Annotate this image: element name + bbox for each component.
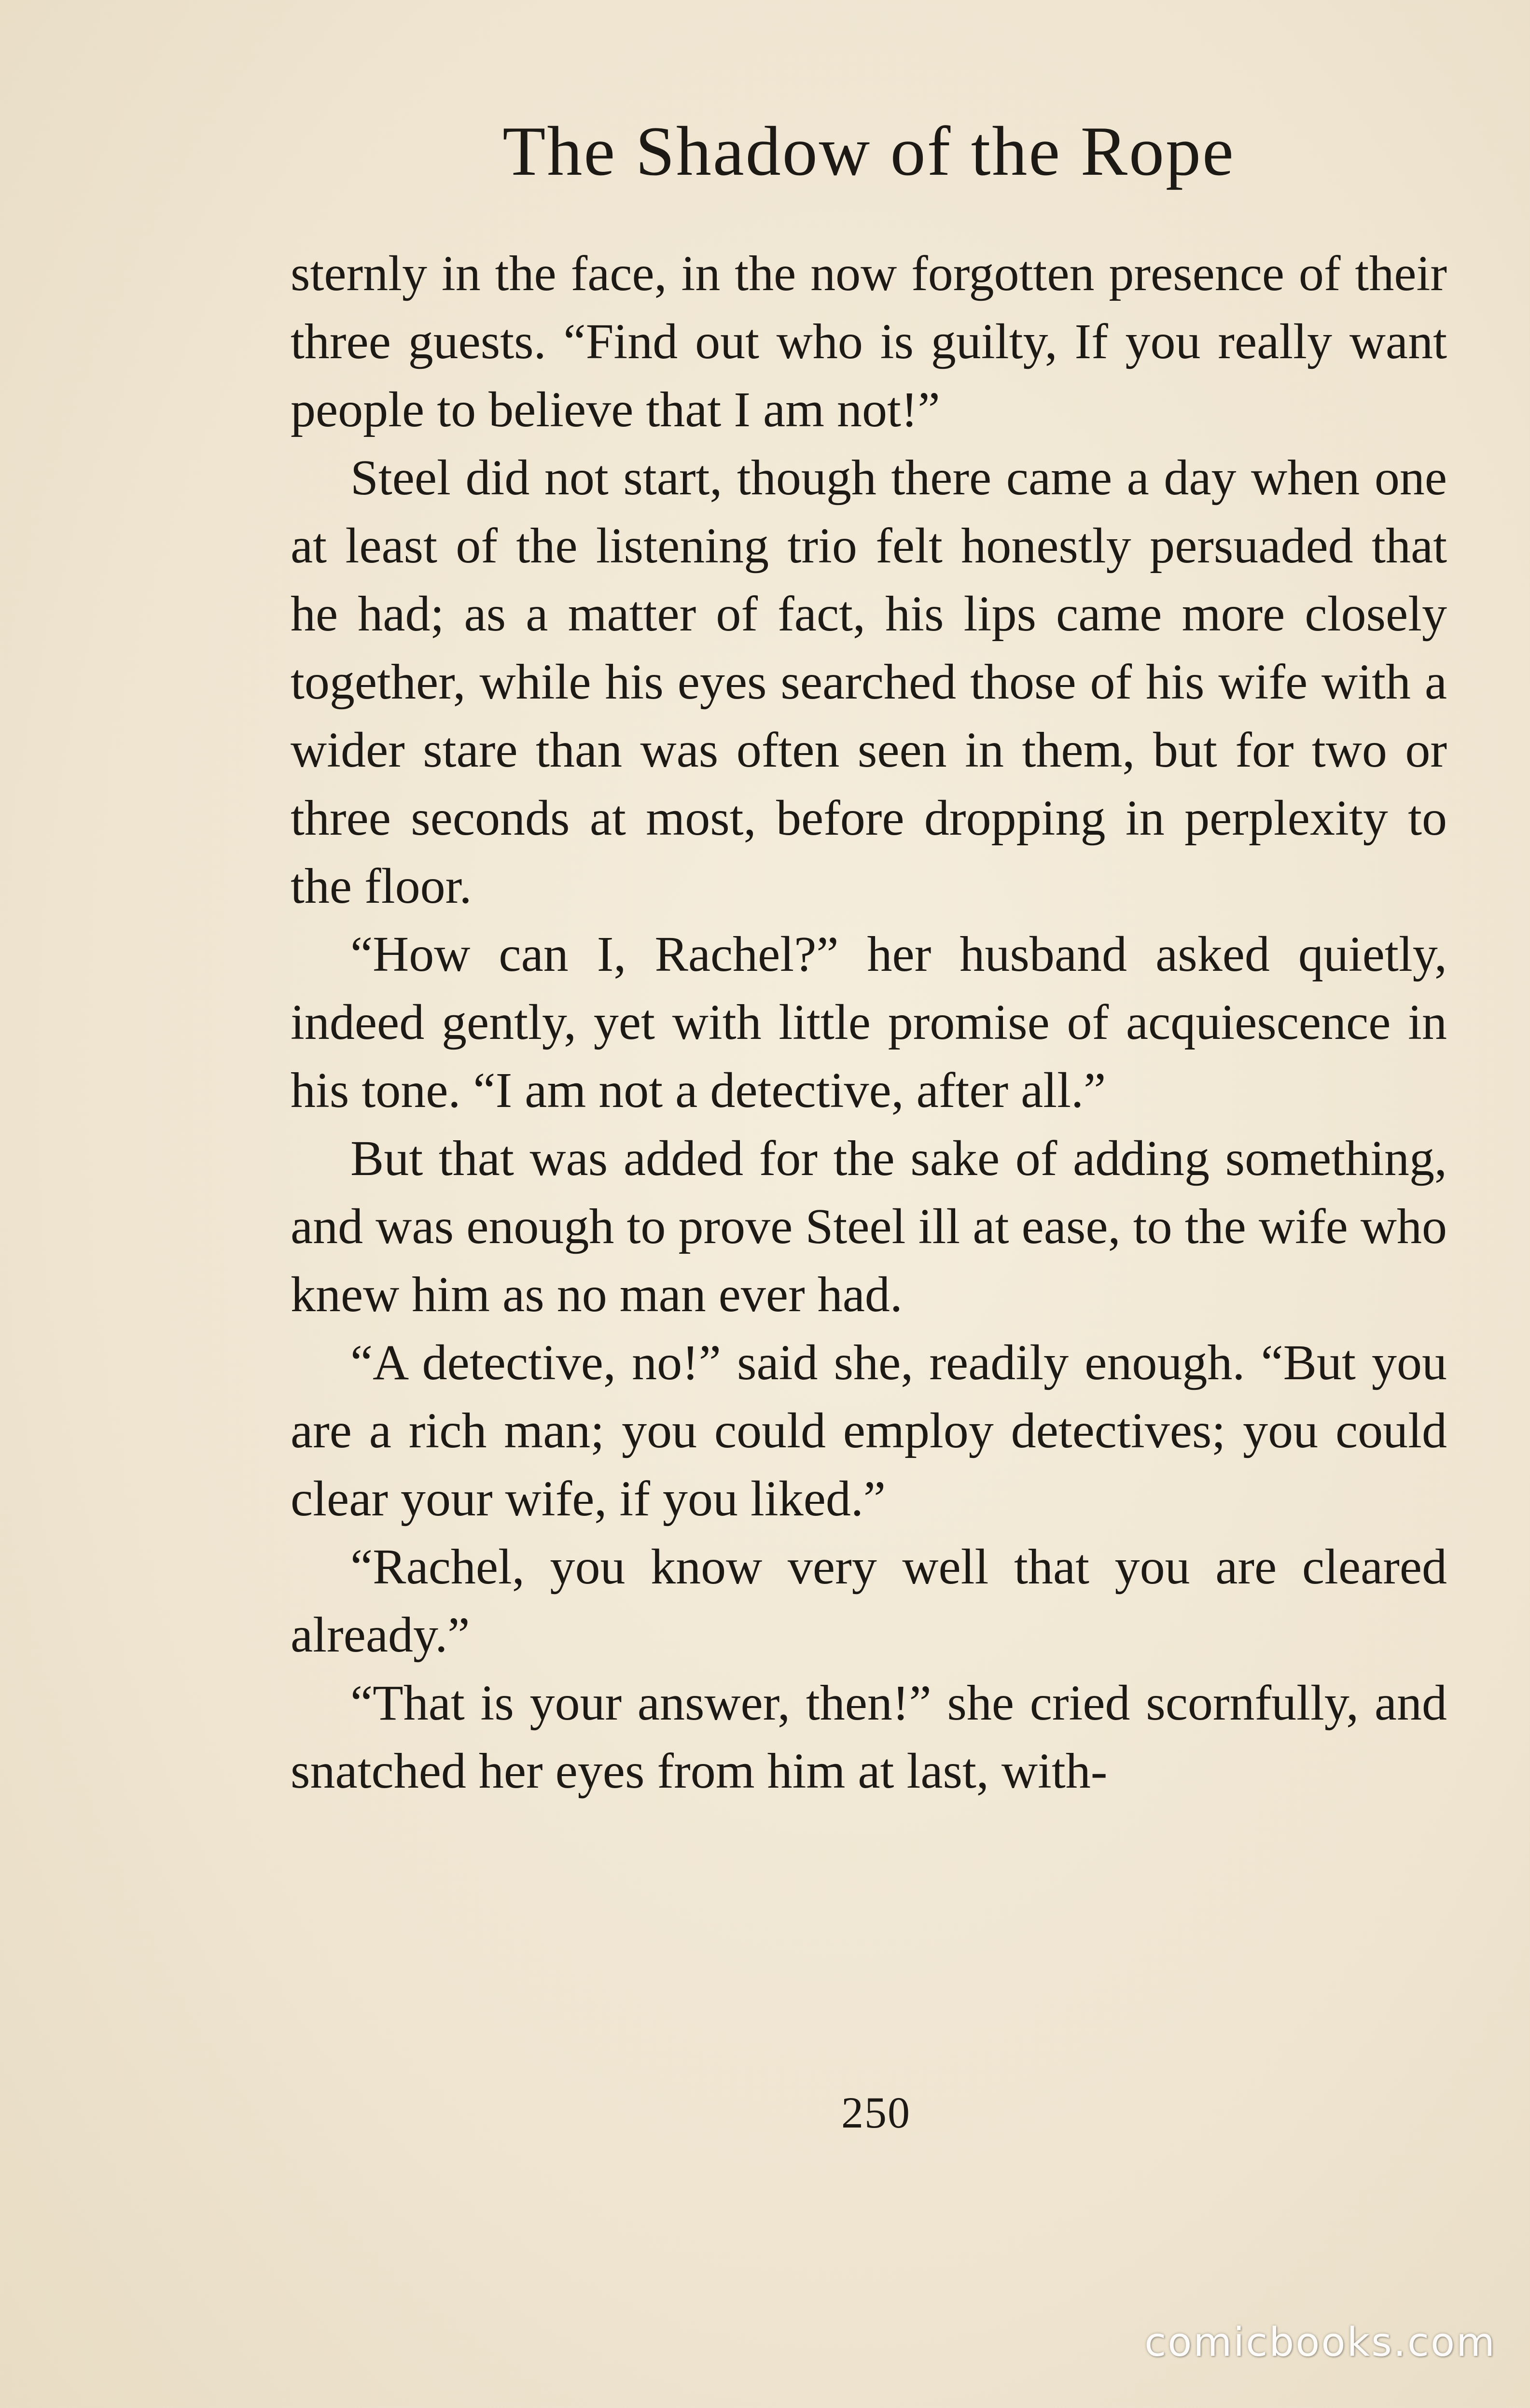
page-number: 250 <box>841 2088 911 2137</box>
body-text <box>291 239 1447 1805</box>
paragraph-2: Steel did not start, though there came a day when one at least of the listening trio felt honestly persuaded that he had; as a matter of fact, his lips came more closely together, while his eyes searched those of his wife with a wider stare than was often seen in them, but for two or three seconds at most, before dropping in perplexity to the floor. <box>291 450 1447 914</box>
watermark-logo: comicbooks.com <box>1144 2320 1496 2366</box>
paragraph-5: “A detective, no!” said she, readily enough. “But you are a rich man; you could employ detectives; you could clear your wife, if you liked.” <box>291 1335 1447 1526</box>
paragraph-7: “That is your answer, then!” she cried scornfully, and snatched her eyes from him at last, with- <box>291 1675 1447 1799</box>
running-head: The Shadow of the Rope <box>502 112 1235 190</box>
paragraph-1: sternly in the face, in the now forgotten presence of their three guests. “Find out who is guilty, If you really want people to believe that I am not!” <box>291 246 1447 437</box>
paragraph-6: “Rachel, you know very well that you are cleared already.” <box>291 1539 1447 1663</box>
paragraph-3: “How can I, Rachel?” her husband asked quietly, indeed gently, yet with little promise of acquiescence in his tone. “I am not a detective, after all.” <box>291 926 1447 1118</box>
paragraph-4: But that was added for the sake of adding something, and was enough to prove Steel ill at ease, to the wife who knew him as no man ever had. <box>291 1131 1447 1322</box>
